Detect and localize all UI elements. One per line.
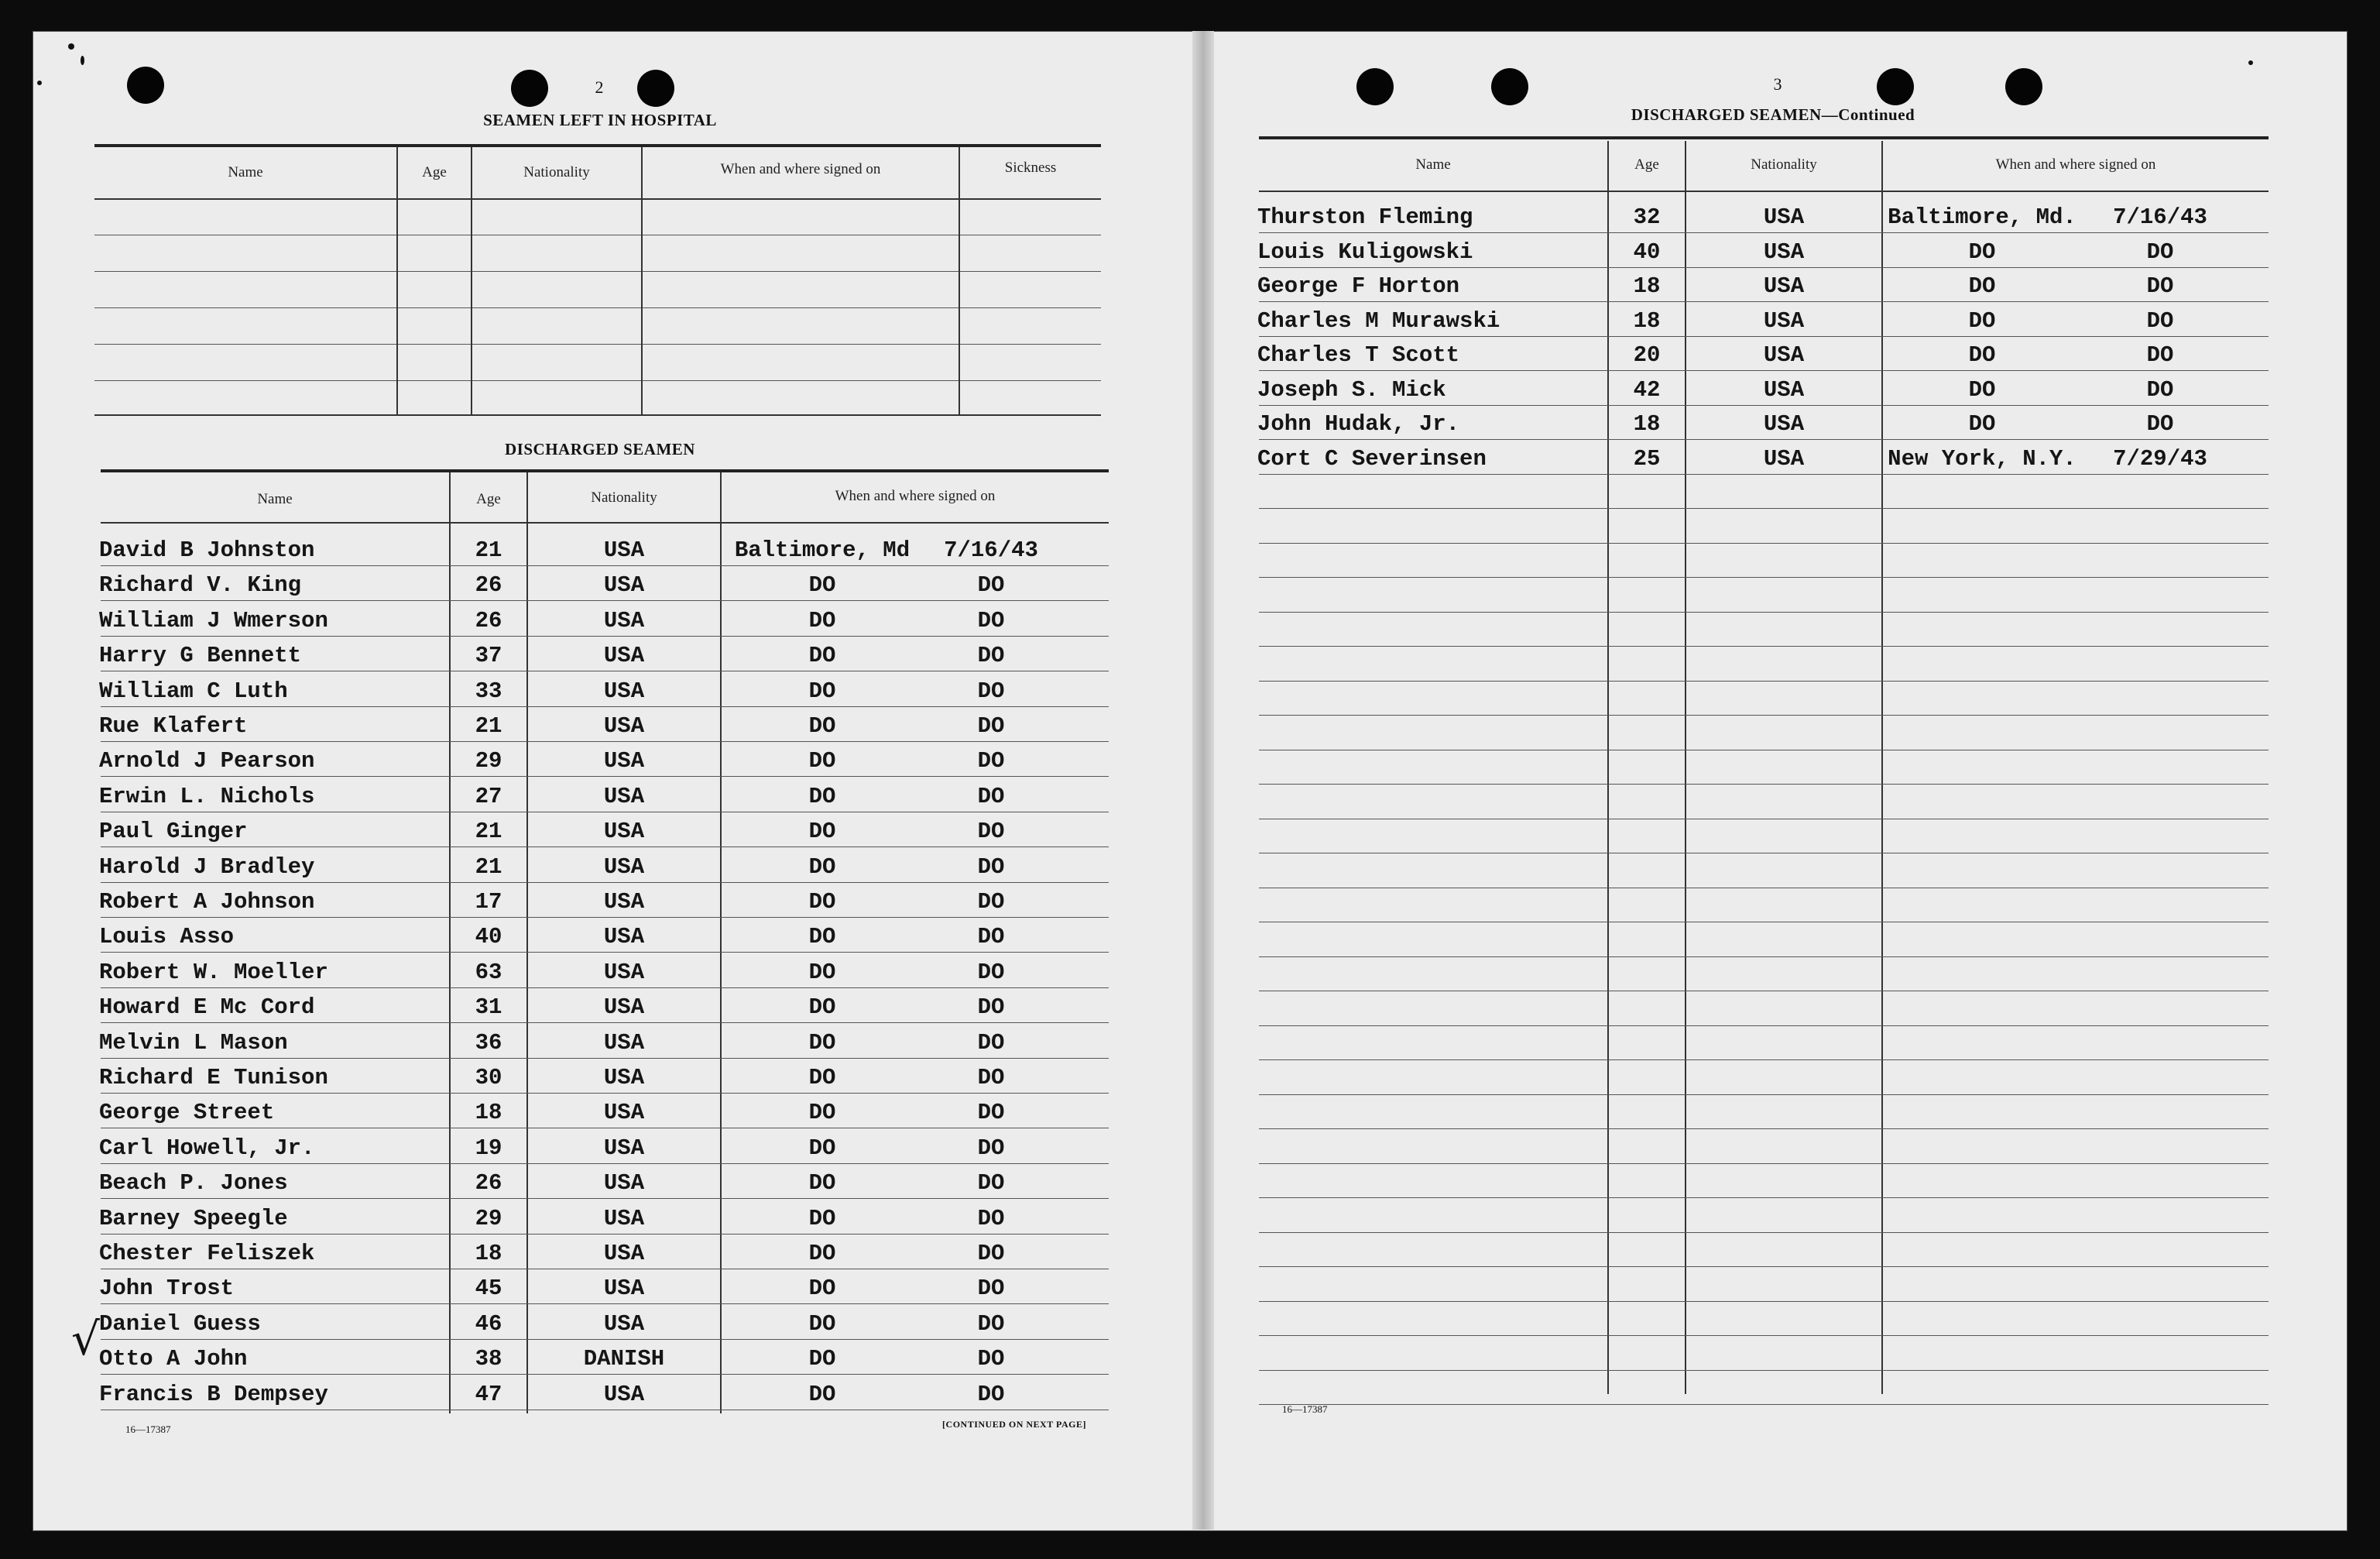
- row-rule: [1259, 370, 2269, 371]
- seaman-nationality: USA: [603, 819, 645, 845]
- signed-on-place: DO: [808, 678, 836, 704]
- signed-on-place: DO: [808, 1241, 836, 1266]
- hospital-col-nationality: Nationality: [523, 164, 590, 180]
- row-rule: [1259, 1059, 2269, 1060]
- scan-speck: [68, 43, 74, 50]
- seaman-nationality: USA: [1763, 239, 1805, 265]
- row-rule: [101, 1374, 1109, 1375]
- signed-on-date: DO: [977, 889, 1005, 915]
- signed-on-place: DO: [808, 1135, 836, 1161]
- signed-on-date: DO: [2146, 239, 2174, 265]
- hospital-col-divider: [641, 147, 643, 414]
- seaman-age: 18: [1633, 307, 1661, 334]
- seaman-age: 29: [475, 748, 502, 774]
- signed-on-date: DO: [977, 924, 1005, 950]
- signed-on-place: DO: [808, 853, 836, 880]
- signed-on-place: DO: [808, 643, 836, 669]
- seaman-nationality: USA: [603, 924, 645, 950]
- seaman-name: Cort C Severinsen: [1257, 445, 1487, 472]
- row-rule: [101, 1022, 1109, 1023]
- signed-on-place: DO: [808, 819, 836, 845]
- punch-hole: [127, 67, 164, 104]
- seaman-age: 36: [475, 1029, 502, 1056]
- seaman-age: 18: [475, 1100, 502, 1126]
- row-rule: [101, 987, 1109, 988]
- signed-on-place: DO: [808, 1310, 836, 1337]
- row-rule: [1259, 301, 2269, 302]
- seaman-nationality: USA: [1763, 273, 1805, 299]
- signed-on-date: DO: [2146, 411, 2174, 437]
- row-rule: [1259, 1232, 2269, 1233]
- seaman-name: Arnold J Pearson: [99, 748, 315, 774]
- hospital-blank-row: [94, 344, 1101, 345]
- row-rule: [1259, 612, 2269, 613]
- seaman-name: Otto A John: [99, 1346, 248, 1372]
- row-rule: [1259, 1163, 2269, 1164]
- row-rule: [1259, 474, 2269, 475]
- seaman-nationality: USA: [603, 1065, 645, 1090]
- continued-note: [CONTINUED ON NEXT PAGE]: [942, 1419, 1086, 1430]
- seaman-nationality: USA: [603, 537, 645, 563]
- seaman-nationality: USA: [603, 1381, 645, 1407]
- row-rule: [1259, 1025, 2269, 1026]
- form-number: 16—17387: [125, 1423, 171, 1435]
- row-rule: [101, 846, 1109, 847]
- seaman-nationality: USA: [603, 1205, 645, 1231]
- seaman-name: Richard E Tunison: [99, 1065, 328, 1090]
- seaman-nationality: USA: [603, 783, 645, 809]
- row-rule: [1259, 1094, 2269, 1095]
- seaman-name: David B Johnston: [99, 537, 315, 563]
- signed-on-date: DO: [977, 643, 1005, 669]
- right-col-name: Name: [1415, 156, 1451, 173]
- seaman-name: Louis Asso: [99, 924, 235, 950]
- hospital-blank-row: [94, 380, 1101, 381]
- signed-on-date: DO: [977, 1205, 1005, 1231]
- discharged-continued-title: DISCHARGED SEAMEN—Continued: [1631, 105, 1915, 124]
- seaman-name: Rue Klafert: [99, 713, 248, 739]
- seaman-age: 26: [475, 572, 502, 599]
- seaman-name: Louis Kuligowski: [1257, 239, 1473, 265]
- right-header-rule: [1259, 191, 2269, 192]
- signed-on-date: DO: [2146, 342, 2174, 368]
- signed-on-place: DO: [808, 889, 836, 915]
- form-number: 16—17387: [1282, 1403, 1328, 1415]
- seaman-nationality: USA: [603, 713, 645, 739]
- seaman-name: Thurston Fleming: [1257, 204, 1473, 230]
- seaman-age: 42: [1633, 376, 1661, 403]
- seaman-age: 40: [475, 924, 502, 950]
- seaman-age: 21: [475, 713, 502, 739]
- right-col-nationality: Nationality: [1751, 156, 1817, 173]
- hospital-section-title: SEAMEN LEFT IN HOSPITAL: [483, 111, 717, 129]
- discharged-header-rule: [101, 522, 1109, 524]
- seaman-nationality: USA: [603, 643, 645, 669]
- signed-on-date: DO: [977, 1310, 1005, 1337]
- hospital-table-bottom-rule: [94, 414, 1101, 416]
- row-rule: [1259, 543, 2269, 544]
- seaman-age: 29: [475, 1205, 502, 1231]
- signed-on-place: DO: [808, 1346, 836, 1372]
- signed-on-place: DO: [808, 713, 836, 739]
- signed-on-place: DO: [808, 924, 836, 950]
- seaman-age: 27: [475, 783, 502, 809]
- signed-on-date: DO: [977, 959, 1005, 985]
- seaman-nationality: USA: [1763, 307, 1805, 334]
- seaman-name: Harold J Bradley: [99, 853, 315, 880]
- discharged-table-top-rule: [101, 469, 1109, 472]
- signed-on-place: DO: [808, 1205, 836, 1231]
- row-rule: [101, 1339, 1109, 1340]
- seaman-age: 21: [475, 537, 502, 563]
- scan-speck: [81, 56, 84, 65]
- row-rule: [1259, 508, 2269, 509]
- scan-speck: [37, 81, 42, 85]
- row-rule: [101, 882, 1109, 883]
- scan-speck: [2248, 60, 2253, 65]
- signed-on-date: 7/16/43: [2113, 204, 2207, 230]
- signed-on-date: DO: [977, 1241, 1005, 1266]
- seaman-name: Charles M Murawski: [1257, 307, 1500, 334]
- seaman-name: Robert A Johnson: [99, 889, 315, 915]
- seaman-age: 31: [475, 994, 502, 1021]
- signed-on-date: DO: [977, 1276, 1005, 1302]
- seaman-age: 37: [475, 643, 502, 669]
- signed-on-place: DO: [1968, 411, 1996, 437]
- seaman-age: 40: [1633, 239, 1661, 265]
- discharged-section-title: DISCHARGED SEAMEN: [505, 440, 695, 458]
- seaman-name: Daniel Guess: [99, 1310, 261, 1337]
- seaman-nationality: USA: [603, 1029, 645, 1056]
- right-col-age: Age: [1634, 156, 1659, 173]
- seaman-age: 25: [1633, 445, 1661, 472]
- seaman-age: 33: [475, 678, 502, 704]
- signed-on-date: DO: [977, 1029, 1005, 1056]
- seaman-age: 21: [475, 819, 502, 845]
- signed-on-date: DO: [977, 1135, 1005, 1161]
- seaman-age: 20: [1633, 342, 1661, 368]
- signed-on-place: DO: [808, 607, 836, 634]
- signed-on-place: New York, N.Y.: [1888, 445, 2076, 472]
- row-rule: [101, 1058, 1109, 1059]
- seaman-age: 30: [475, 1065, 502, 1090]
- discharged-col-name: Name: [257, 491, 293, 507]
- punch-hole: [2005, 68, 2042, 105]
- signed-on-date: DO: [977, 1100, 1005, 1126]
- seaman-nationality: USA: [1763, 376, 1805, 403]
- hospital-col-name: Name: [228, 164, 263, 180]
- signed-on-date: DO: [977, 607, 1005, 634]
- hospital-col-divider: [471, 147, 472, 414]
- seaman-name: Joseph S. Mick: [1257, 376, 1446, 403]
- row-rule: [101, 1303, 1109, 1304]
- row-rule: [1259, 1301, 2269, 1302]
- seaman-name: Charles T Scott: [1257, 342, 1460, 368]
- signed-on-place: DO: [808, 748, 836, 774]
- row-rule: [1259, 715, 2269, 716]
- signed-on-place: DO: [808, 1100, 836, 1126]
- signed-on-date: DO: [977, 994, 1005, 1021]
- right-col-signed-on: When and where signed on: [1995, 156, 2156, 173]
- row-rule: [101, 917, 1109, 918]
- seaman-nationality: USA: [603, 1276, 645, 1302]
- seaman-nationality: USA: [603, 748, 645, 774]
- page-fold: [1192, 31, 1214, 1530]
- row-rule: [101, 706, 1109, 707]
- row-rule: [1259, 1370, 2269, 1371]
- row-rule: [1259, 1197, 2269, 1198]
- seaman-name: Chester Feliszek: [99, 1241, 315, 1266]
- seaman-nationality: USA: [603, 994, 645, 1021]
- signed-on-place: DO: [808, 1065, 836, 1090]
- signed-on-date: DO: [977, 678, 1005, 704]
- seaman-age: 26: [475, 1170, 502, 1197]
- signed-on-date: DO: [2146, 307, 2174, 334]
- signed-on-place: DO: [808, 1381, 836, 1407]
- signed-on-date: 7/16/43: [944, 537, 1038, 563]
- signed-on-date: DO: [977, 1170, 1005, 1197]
- signed-on-place: DO: [808, 783, 836, 809]
- seaman-nationality: USA: [603, 572, 645, 599]
- seaman-name: Francis B Dempsey: [99, 1381, 328, 1407]
- seaman-nationality: USA: [1763, 342, 1805, 368]
- signed-on-place: DO: [1968, 273, 1996, 299]
- seaman-name: George Street: [99, 1100, 275, 1126]
- seaman-nationality: USA: [603, 1241, 645, 1266]
- row-rule: [1259, 1266, 2269, 1267]
- seaman-name: John Trost: [99, 1276, 235, 1302]
- hospital-col-signed-on: When and where signed on: [720, 161, 881, 177]
- seaman-name: Melvin L Mason: [99, 1029, 288, 1056]
- seaman-age: 18: [1633, 411, 1661, 437]
- signed-on-date: DO: [977, 713, 1005, 739]
- signed-on-place: DO: [808, 994, 836, 1021]
- punch-hole: [1356, 68, 1394, 105]
- seaman-nationality: USA: [603, 1100, 645, 1126]
- seaman-nationality: USA: [603, 678, 645, 704]
- signed-on-date: 7/29/43: [2113, 445, 2207, 472]
- seaman-age: 63: [475, 959, 502, 985]
- signed-on-place: DO: [1968, 342, 1996, 368]
- signed-on-date: DO: [977, 1065, 1005, 1090]
- signed-on-place: DO: [808, 1276, 836, 1302]
- discharged-col-nationality: Nationality: [591, 489, 657, 506]
- signed-on-place: Baltimore, Md: [734, 537, 911, 563]
- signed-on-date: DO: [977, 853, 1005, 880]
- seaman-nationality: USA: [1763, 445, 1805, 472]
- seaman-age: 19: [475, 1135, 502, 1161]
- row-rule: [101, 952, 1109, 953]
- signed-on-place: DO: [808, 1170, 836, 1197]
- row-rule: [101, 1163, 1109, 1164]
- seaman-nationality: USA: [603, 1310, 645, 1337]
- seaman-name: John Hudak, Jr.: [1257, 411, 1460, 437]
- seaman-nationality: USA: [1763, 204, 1805, 230]
- seaman-nationality: USA: [603, 1135, 645, 1161]
- row-rule: [1259, 267, 2269, 268]
- seaman-age: 32: [1633, 204, 1661, 230]
- row-rule: [1259, 336, 2269, 337]
- seaman-nationality: USA: [603, 1170, 645, 1197]
- row-rule: [1259, 405, 2269, 406]
- signed-on-date: DO: [977, 1381, 1005, 1407]
- seaman-nationality: DANISH: [583, 1346, 665, 1372]
- hospital-table-top-rule: [94, 144, 1101, 147]
- signed-on-date: DO: [977, 572, 1005, 599]
- signed-on-date: DO: [977, 1346, 1005, 1372]
- hospital-header-rule: [94, 198, 1101, 200]
- signed-on-date: DO: [977, 783, 1005, 809]
- right-table-top-rule: [1259, 136, 2269, 139]
- seaman-age: 46: [475, 1310, 502, 1337]
- hospital-col-divider: [959, 147, 960, 414]
- seaman-name: William C Luth: [99, 678, 288, 704]
- check-mark: √: [71, 1313, 100, 1365]
- signed-on-place: DO: [808, 572, 836, 599]
- discharged-col-age: Age: [476, 491, 501, 507]
- signed-on-place: DO: [808, 959, 836, 985]
- seaman-age: 21: [475, 853, 502, 880]
- seaman-name: Howard E Mc Cord: [99, 994, 315, 1021]
- row-rule: [1259, 439, 2269, 440]
- row-rule: [1259, 956, 2269, 957]
- row-rule: [101, 1198, 1109, 1199]
- row-rule: [1259, 232, 2269, 233]
- discharged-col-signed-on: When and where signed on: [835, 488, 996, 504]
- seaman-name: Robert W. Moeller: [99, 959, 328, 985]
- hospital-blank-row: [94, 307, 1101, 308]
- punch-hole: [1877, 68, 1914, 105]
- signed-on-place: DO: [808, 1029, 836, 1056]
- seaman-name: George F Horton: [1257, 273, 1460, 299]
- page-number: 2: [595, 77, 604, 97]
- seaman-age: 26: [475, 607, 502, 634]
- punch-hole: [1491, 68, 1528, 105]
- seaman-nationality: USA: [603, 853, 645, 880]
- punch-hole: [511, 70, 548, 107]
- hospital-blank-row: [94, 271, 1101, 272]
- signed-on-date: DO: [2146, 273, 2174, 299]
- seaman-name: Barney Speegle: [99, 1205, 288, 1231]
- row-rule: [1259, 1128, 2269, 1129]
- hospital-col-divider: [396, 147, 398, 414]
- seaman-nationality: USA: [603, 959, 645, 985]
- signed-on-place: DO: [1968, 307, 1996, 334]
- seaman-nationality: USA: [603, 607, 645, 634]
- seaman-name: Beach P. Jones: [99, 1170, 288, 1197]
- row-rule: [101, 1093, 1109, 1094]
- seaman-name: Paul Ginger: [99, 819, 248, 845]
- signed-on-date: DO: [977, 748, 1005, 774]
- seaman-age: 17: [475, 889, 502, 915]
- row-rule: [1259, 1335, 2269, 1336]
- row-rule: [1259, 646, 2269, 647]
- seaman-age: 38: [475, 1346, 502, 1372]
- punch-hole: [637, 70, 674, 107]
- seaman-name: Erwin L. Nichols: [99, 783, 315, 809]
- signed-on-place: Baltimore, Md.: [1888, 204, 2076, 230]
- row-rule: [101, 741, 1109, 742]
- row-rule: [101, 776, 1109, 777]
- signed-on-date: DO: [2146, 376, 2174, 403]
- seaman-name: Harry G Bennett: [99, 643, 302, 669]
- row-rule: [101, 600, 1109, 601]
- hospital-col-age: Age: [422, 164, 447, 180]
- seaman-name: Richard V. King: [99, 572, 302, 599]
- row-rule: [101, 565, 1109, 566]
- signed-on-place: DO: [1968, 239, 1996, 265]
- row-rule: [101, 636, 1109, 637]
- signed-on-place: DO: [1968, 376, 1996, 403]
- seaman-age: 47: [475, 1381, 502, 1407]
- signed-on-date: DO: [977, 819, 1005, 845]
- seaman-name: William J Wmerson: [99, 607, 328, 634]
- row-rule: [1259, 681, 2269, 682]
- seaman-nationality: USA: [1763, 411, 1805, 437]
- row-rule: [1259, 577, 2269, 578]
- row-rule: [1259, 1404, 2269, 1405]
- seaman-age: 18: [1633, 273, 1661, 299]
- row-rule: [1259, 784, 2269, 785]
- seaman-age: 45: [475, 1276, 502, 1302]
- hospital-col-sickness: Sickness: [1004, 160, 1057, 176]
- seaman-nationality: USA: [603, 889, 645, 915]
- seaman-age: 18: [475, 1241, 502, 1266]
- page-number: 3: [1773, 74, 1782, 94]
- seaman-name: Carl Howell, Jr.: [99, 1135, 315, 1161]
